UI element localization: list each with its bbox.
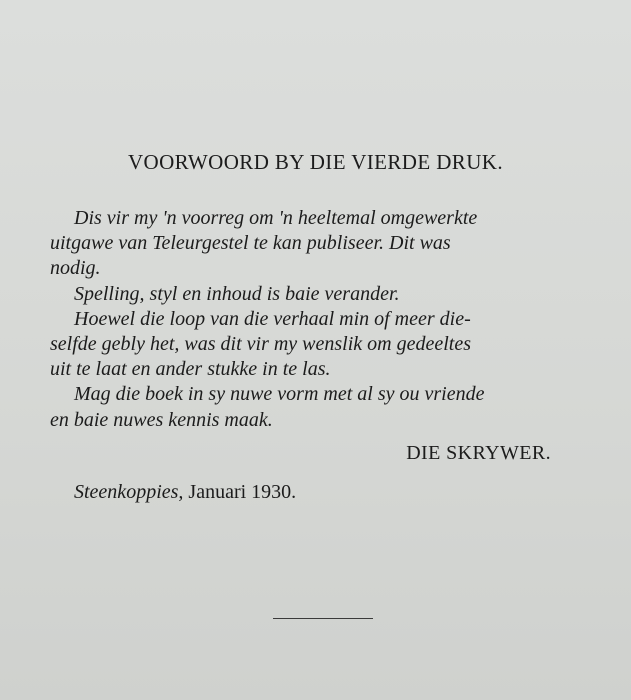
paragraph-4-line-2: en baie nuwes kennis maak. (50, 408, 273, 431)
horizontal-rule (273, 618, 373, 619)
paragraph-2-line-1: Spelling, styl en inhoud is baie verander. (74, 282, 400, 305)
paragraph-1-line-1: Dis vir my 'n voorreg om 'n heeltemal omgewerkte (74, 207, 478, 229)
paragraph-3-line-3: uit te laat en ander stukke in te las. (50, 358, 331, 381)
paragraph-1-line-3: nodig. (50, 257, 101, 280)
place-date-line (74, 481, 296, 504)
place-name: Steenkoppies, (74, 481, 184, 503)
preface-body (50, 206, 590, 433)
paragraph-3-line-1: Hoewel die loop van die verhaal min of meer die- (74, 307, 471, 330)
paragraph-4-line-1: Mag die boek in sy nuwe vorm met al sy ou vriende (74, 383, 485, 406)
paragraph-3-line-2: selfde gebly het, was dit vir my wenslik om gedeeltes (50, 333, 472, 356)
author-signature: DIE SKRYWER. (406, 442, 551, 464)
date-text: Januari 1930. (188, 481, 297, 503)
paragraph-1-line-2: uitgawe van Teleurgestel te kan publiseer. Dit was (50, 232, 451, 255)
preface-heading: VOORWOORD BY DIE VIERDE DRUK. (127, 150, 503, 174)
